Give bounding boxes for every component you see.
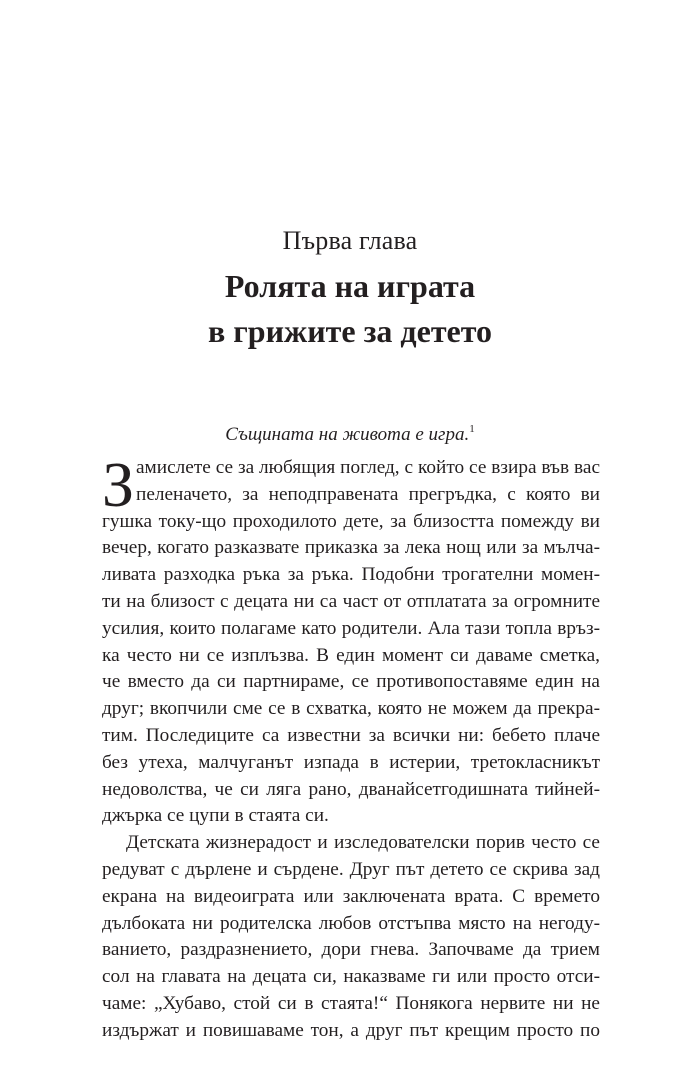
- chapter-title: [0, 264, 700, 354]
- text-line: недоволства, че си ляга рано, дванайсетгодишната тийней-: [102, 778, 600, 800]
- body-text: [102, 449, 600, 1045]
- text-line: че вместо да си партнираме, се противопоставяме един на: [102, 671, 600, 693]
- chapter-label: Първа глава: [282, 226, 418, 255]
- text-line: пеленачето, за неподправената прегръдка, с която ви: [136, 483, 600, 505]
- text-line: амислете се за любящия поглед, с който се взира във вас: [136, 457, 600, 478]
- text-line: гушка току-що проходилото дете, за близостта помежду ви: [102, 510, 600, 532]
- drop-cap: З: [102, 449, 135, 520]
- text-line: сол на главата на децата си, наказваме ги или просто отси-: [102, 966, 600, 988]
- text-line: дълбоката ни родителска любов отстъпва място на негоду-: [102, 912, 600, 934]
- text-line: ливата разходка ръка за ръка. Подобни трогателни момен-: [102, 564, 600, 586]
- chapter-title-line-1: Ролята на играта: [224, 268, 476, 304]
- text-line: джърка се цупи в стаята си.: [102, 805, 329, 827]
- footnote-marker: 1: [469, 423, 475, 435]
- text-line: ка често ни се изплъзва. В един момент си даваме сметка,: [102, 644, 600, 666]
- text-line: ванието, раздразнението, дори гнева. Започваме да трием: [102, 939, 600, 961]
- epigraph-text: Същината на живота е игра.: [225, 424, 470, 445]
- text-line: чаме: „Хубаво, стой си в стаята!“ Понякога нервите ни не: [102, 992, 600, 1014]
- text-line: без утеха, малчуганът изпада в истерии, третокласникът: [102, 751, 600, 773]
- epigraph: [0, 424, 700, 446]
- text-line: редуват с дърлене и сърдене. Друг път детето се скрива зад: [102, 858, 600, 880]
- text-line: друг; вкопчили сме се в схватка, която не можем да прекра-: [102, 698, 600, 720]
- paragraph-2: [102, 830, 600, 1044]
- text-line: тим. Последиците са известни за всички ни: бебето плаче: [102, 724, 600, 746]
- text-line: екрана на видеоиграта или заключената врата. С времето: [102, 885, 600, 907]
- chapter-title-line-2: в грижите за детето: [207, 313, 493, 349]
- text-line: вечер, когато разказвате приказка за лека нощ или за мълча-: [102, 537, 600, 559]
- text-line: усилия, които полагаме като родители. Ала тази топла връз-: [102, 617, 600, 639]
- paragraph-1: [102, 449, 600, 830]
- text-line: издържат и повишаваме тон, а друг път крещим просто по: [102, 1019, 600, 1041]
- text-line: ти на близост с децата ни са част от отплатата за огромните: [102, 590, 600, 612]
- text-line: Детската жизнерадост и изследователски порив често се: [126, 832, 600, 854]
